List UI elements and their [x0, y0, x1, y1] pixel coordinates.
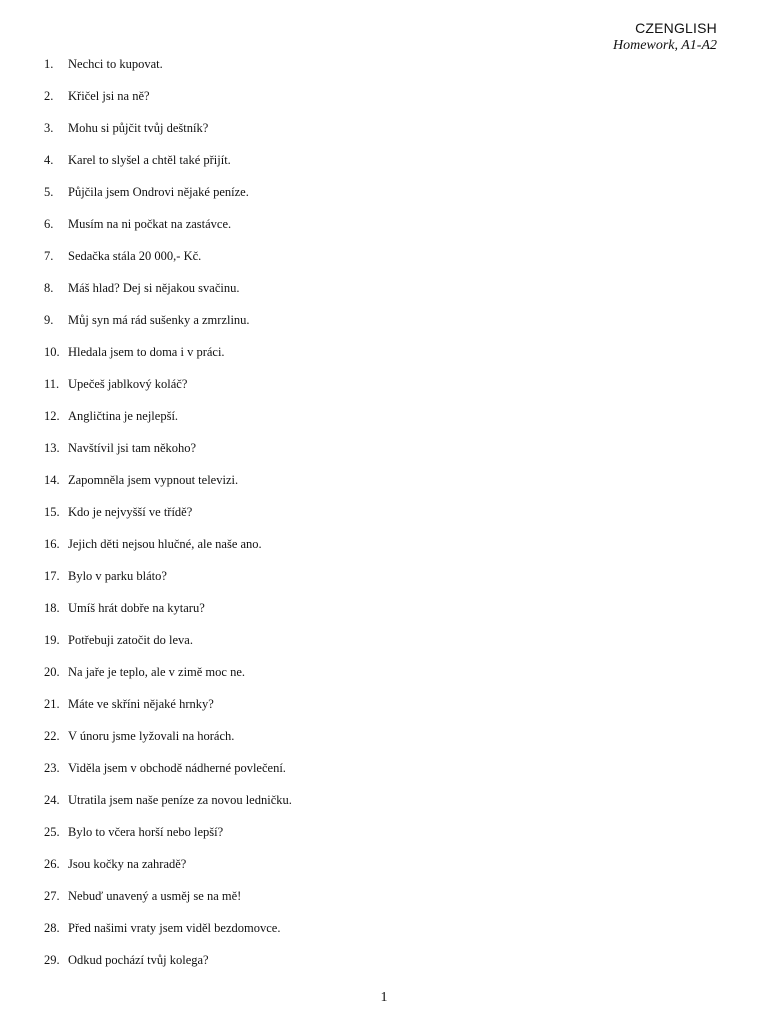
item-number: 25.: [44, 825, 60, 839]
item-number: 4.: [44, 153, 54, 167]
list-item: [0, 119, 768, 151]
item-sentence: Nebuď unavený a usměj se na mě!: [68, 889, 242, 903]
item-number: 10.: [44, 345, 60, 359]
item-sentence: Bylo to včera horší nebo lepší?: [68, 825, 224, 839]
list-item: [0, 823, 768, 855]
item-number: 11.: [44, 377, 60, 391]
list-item: [0, 567, 768, 599]
list-item: [0, 183, 768, 215]
list-item: [0, 631, 768, 663]
item-sentence: Před našimi vraty jsem viděl bezdomovce.: [68, 921, 281, 935]
item-sentence: Hledala jsem to doma i v práci.: [68, 345, 225, 359]
item-number: 6.: [44, 217, 54, 231]
item-sentence: Karel to slyšel a chtěl také přijít.: [68, 153, 231, 167]
item-number: 2.: [44, 89, 54, 103]
list-item: [0, 215, 768, 247]
item-sentence: Půjčila jsem Ondrovi nějaké peníze.: [68, 185, 249, 199]
item-number: 3.: [44, 121, 54, 135]
item-sentence: V únoru jsme lyžovali na horách.: [68, 729, 235, 743]
list-item: [0, 439, 768, 471]
item-sentence: Odkud pochází tvůj kolega?: [68, 953, 209, 967]
item-number: 21.: [44, 697, 60, 711]
list-item: [0, 727, 768, 759]
list-item: [0, 855, 768, 887]
list-item: [0, 311, 768, 343]
item-sentence: Bylo v parku bláto?: [68, 569, 167, 583]
list-item: [0, 599, 768, 631]
header-title: CZENGLISH: [635, 20, 717, 36]
list-item: [0, 663, 768, 695]
item-sentence: Jsou kočky na zahradě?: [68, 857, 187, 871]
item-number: 17.: [44, 569, 60, 583]
list-item: [0, 87, 768, 119]
item-number: 24.: [44, 793, 60, 807]
list-item: [0, 759, 768, 791]
header-subtitle: Homework, A1-A2: [613, 38, 717, 53]
list-item: [0, 919, 768, 951]
list-item: [0, 695, 768, 727]
list-item: [0, 375, 768, 407]
item-sentence: Jejich děti nejsou hlučné, ale naše ano.: [68, 537, 262, 551]
item-number: 15.: [44, 505, 60, 519]
list-item: [0, 151, 768, 183]
item-number: 8.: [44, 281, 54, 295]
item-sentence: Máte ve skříni nějaké hrnky?: [68, 697, 214, 711]
item-sentence: Angličtina je nejlepší.: [68, 409, 179, 423]
list-item: [0, 55, 768, 87]
item-sentence: Musím na ni počkat na zastávce.: [68, 217, 232, 231]
list-item: [0, 503, 768, 535]
list-item: [0, 247, 768, 279]
item-number: 9.: [44, 313, 54, 327]
list-item: [0, 471, 768, 503]
list-item: [0, 343, 768, 375]
item-number: 23.: [44, 761, 60, 775]
item-number: 22.: [44, 729, 60, 743]
list-item: [0, 951, 768, 983]
list-item: [0, 535, 768, 567]
item-number: 1.: [44, 57, 54, 71]
item-number: 5.: [44, 185, 54, 199]
item-number: 18.: [44, 601, 60, 615]
item-sentence: Zapomněla jsem vypnout televizi.: [68, 473, 239, 487]
item-number: 14.: [44, 473, 60, 487]
item-sentence: Kdo je nejvyšší ve třídě?: [68, 505, 193, 519]
item-sentence: Na jaře je teplo, ale v zimě moc ne.: [68, 665, 246, 679]
item-sentence: Umíš hrát dobře na kytaru?: [68, 601, 205, 615]
item-number: 12.: [44, 409, 60, 423]
item-sentence: Křičel jsi na ně?: [68, 89, 150, 103]
item-number: 16.: [44, 537, 60, 551]
item-number: 27.: [44, 889, 60, 903]
item-number: 20.: [44, 665, 60, 679]
page-header: [613, 19, 717, 55]
item-sentence: Nechci to kupovat.: [68, 57, 163, 71]
item-sentence: Máš hlad? Dej si nějakou svačinu.: [68, 281, 240, 295]
item-number: 26.: [44, 857, 60, 871]
item-number: 28.: [44, 921, 60, 935]
item-sentence: Upečeš jablkový koláč?: [68, 377, 188, 391]
item-sentence: Utratila jsem naše peníze za novou ledničku.: [68, 793, 292, 807]
item-number: 7.: [44, 249, 54, 263]
sentence-list: [0, 55, 768, 983]
item-sentence: Navštívil jsi tam někoho?: [68, 441, 197, 455]
item-number: 19.: [44, 633, 60, 647]
list-item: [0, 791, 768, 823]
item-sentence: Sedačka stála 20 000,- Kč.: [68, 249, 202, 263]
item-sentence: Viděla jsem v obchodě nádherné povlečení.: [68, 761, 286, 775]
item-sentence: Můj syn má rád sušenky a zmrzlinu.: [68, 313, 250, 327]
item-number: 13.: [44, 441, 60, 455]
page-number: 1: [380, 990, 388, 1005]
item-sentence: Mohu si půjčit tvůj deštník?: [68, 121, 209, 135]
list-item: [0, 407, 768, 439]
item-sentence: Potřebuji zatočit do leva.: [68, 633, 193, 647]
item-number: 29.: [44, 953, 60, 967]
list-item: [0, 887, 768, 919]
list-item: [0, 279, 768, 311]
